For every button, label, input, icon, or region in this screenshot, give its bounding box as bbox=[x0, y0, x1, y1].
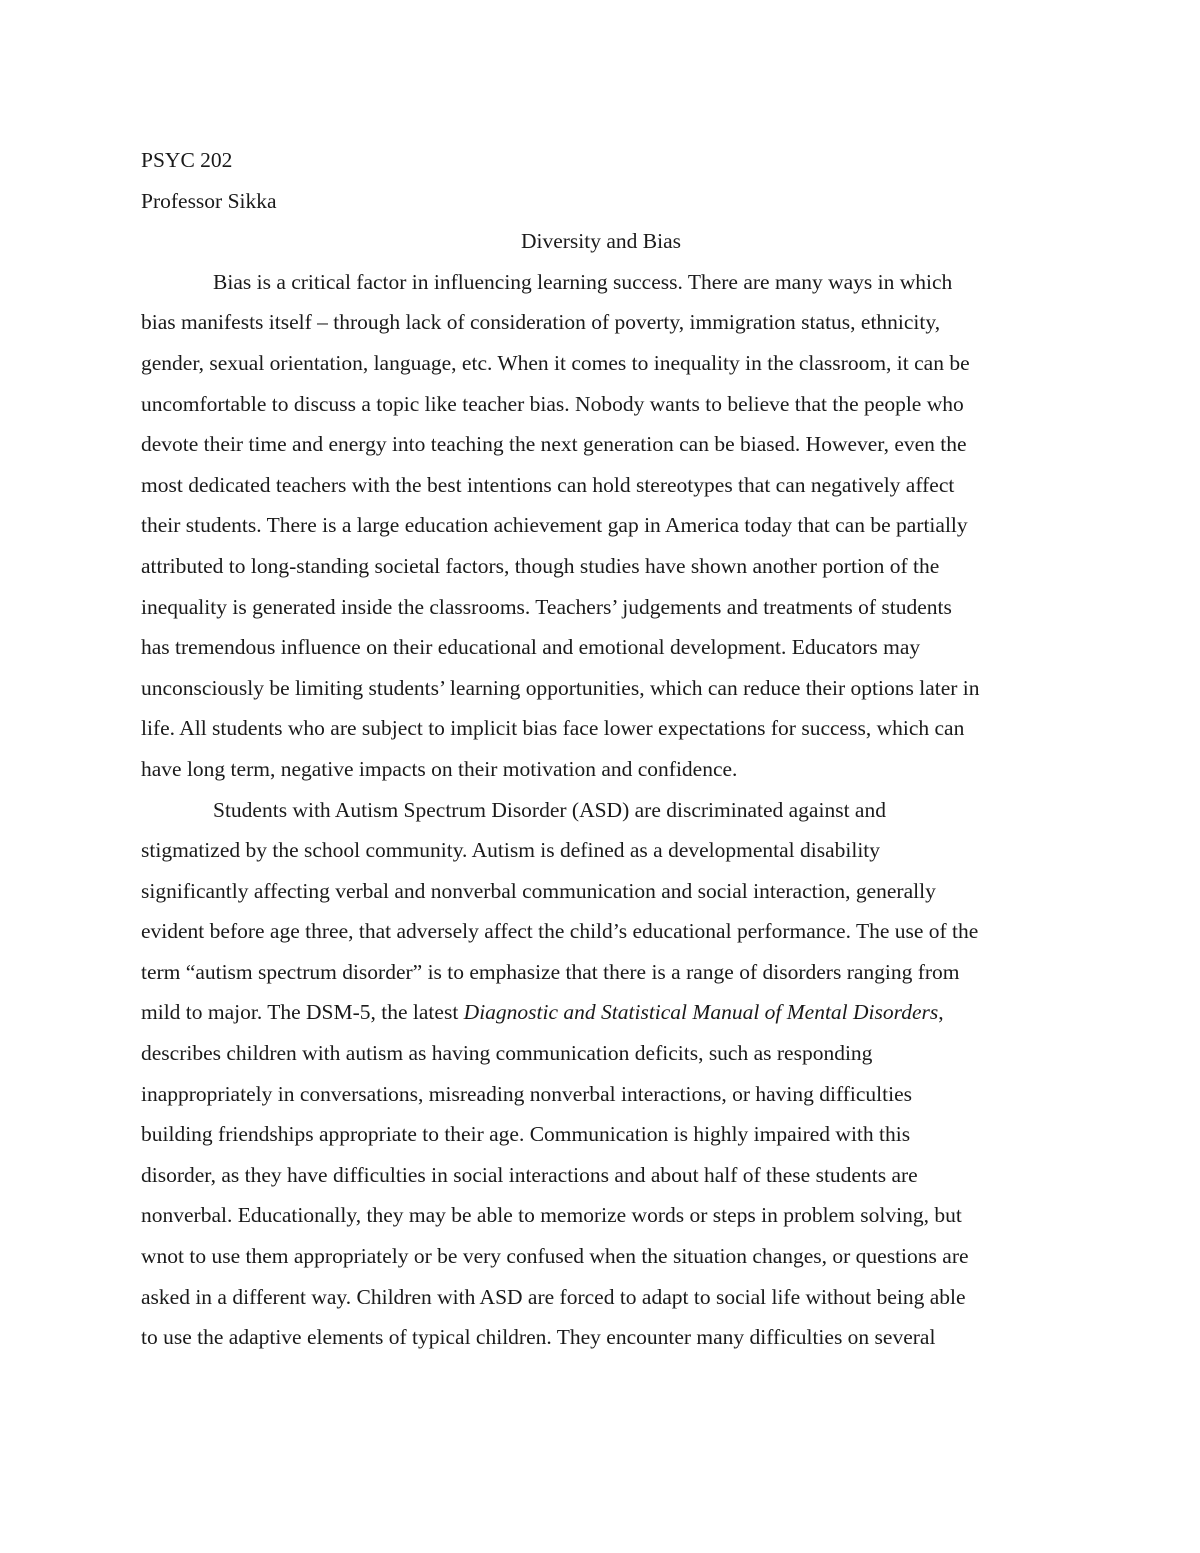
paragraph-line: wnot to use them appropriately or be very confused when the situation changes, or questions are bbox=[141, 1244, 969, 1269]
paragraph-line: have long term, negative impacts on their motivation and confidence. bbox=[141, 756, 738, 781]
paragraph-line: describes children with autism as having communication deficits, such as responding bbox=[141, 1041, 873, 1066]
paragraph-line: uncomfortable to discuss a topic like teacher bias. Nobody wants to believe that the people who bbox=[141, 391, 964, 416]
paragraph-line: evident before age three, that adversely affect the child’s educational performance. The use of the bbox=[141, 919, 979, 944]
professor-name: Professor Sikka bbox=[141, 188, 277, 213]
paragraph-line: attributed to long-standing societal factors, though studies have shown another portion of the bbox=[141, 553, 940, 578]
paragraph-line: building friendships appropriate to their age. Communication is highly impaired with this bbox=[141, 1122, 911, 1147]
paragraph-line: Students with Autism Spectrum Disorder (ASD) are discriminated against and bbox=[213, 797, 886, 822]
course-code: PSYC 202 bbox=[141, 148, 233, 172]
paragraph-line: inappropriately in conversations, misreading nonverbal interactions, or having difficulties bbox=[141, 1081, 913, 1106]
paragraph-line: devote their time and energy into teaching the next generation can be biased. However, even the bbox=[141, 432, 967, 457]
paragraph-line: their students. There is a large education achievement gap in America today that can be partially bbox=[141, 513, 968, 538]
paragraph-line: to use the adaptive elements of typical children. They encounter many difficulties on several bbox=[141, 1325, 936, 1350]
paragraph-line: significantly affecting verbal and nonverbal communication and social interaction, generally bbox=[141, 878, 936, 903]
paragraph-line: inequality is generated inside the classrooms. Teachers’ judgements and treatments of students bbox=[141, 594, 952, 619]
paragraph-line: most dedicated teachers with the best intentions can hold stereotypes that can negatively affect bbox=[141, 472, 955, 497]
paragraph-line: has tremendous influence on their educational and emotional development. Educators may bbox=[141, 635, 921, 660]
paragraph-line: gender, sexual orientation, language, etc. When it comes to inequality in the classroom, it can be bbox=[141, 350, 970, 375]
document-title: Diversity and Bias bbox=[520, 229, 682, 254]
line-prefix: mild to major. The DSM-5, the latest bbox=[141, 1000, 464, 1025]
manual-title: Diagnostic and Statistical Manual of Mental Disorders bbox=[463, 1000, 939, 1025]
paragraph-line: nonverbal. Educationally, they may be able to memorize words or steps in problem solving, but bbox=[141, 1203, 962, 1228]
paragraph-line: life. All students who are subject to implicit bias face lower expectations for success, which can bbox=[141, 716, 965, 741]
paragraph-2 bbox=[141, 790, 1061, 1358]
paragraph-line: disorder, as they have difficulties in social interactions and about half of these students are bbox=[141, 1162, 918, 1187]
paragraph-line: term “autism spectrum disorder” is to emphasize that there is a range of disorders ranging from bbox=[141, 959, 960, 984]
paragraph-line: Bias is a critical factor in influencing learning success. There are many ways in which bbox=[213, 269, 953, 294]
paragraph-line: asked in a different way. Children with ASD are forced to adapt to social life without being able bbox=[141, 1284, 966, 1309]
line-suffix: , bbox=[938, 1000, 944, 1025]
paragraph-line-with-citation bbox=[141, 992, 1061, 1033]
paragraph-1 bbox=[141, 262, 1061, 790]
paragraph-line: stigmatized by the school community. Autism is defined as a developmental disability bbox=[141, 838, 881, 863]
paragraph-line: bias manifests itself – through lack of consideration of poverty, immigration status, ethnicity, bbox=[141, 310, 941, 335]
paragraph-line: unconsciously be limiting students’ learning opportunities, which can reduce their options later in bbox=[141, 675, 980, 700]
document-body bbox=[141, 140, 1061, 1358]
